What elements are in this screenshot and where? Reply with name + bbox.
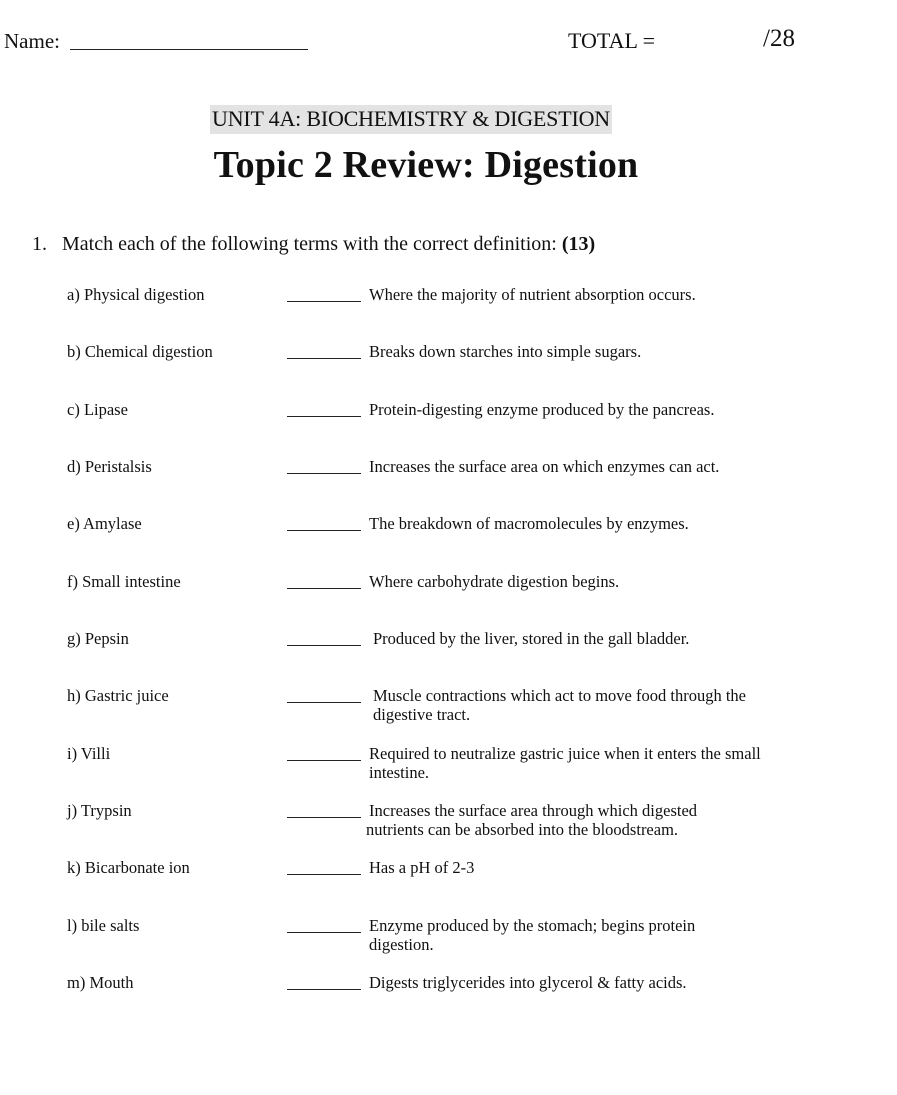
term-j: j) Trypsin: [67, 801, 132, 820]
page-title: Topic 2 Review: Digestion: [213, 144, 639, 186]
answer-blank-i[interactable]: [287, 760, 361, 761]
unit-title: UNIT 4A: BIOCHEMISTRY & DIGESTION: [210, 105, 612, 134]
definition-4: Increases the surface area on which enzymes can act.: [369, 457, 720, 476]
term-d: d) Peristalsis: [67, 457, 152, 476]
definition-9: Required to neutralize gastric juice when it enters the small intestine.: [369, 744, 761, 782]
definition-8: Muscle contractions which act to move food through the digestive tract.: [373, 686, 746, 724]
term-i: i) Villi: [67, 744, 111, 763]
term-m: m) Mouth: [67, 973, 134, 992]
definition-2: Breaks down starches into simple sugars.: [369, 342, 642, 361]
answer-blank-j[interactable]: [287, 817, 361, 818]
definition-13: Digests triglycerides into glycerol & fatty acids.: [369, 973, 687, 992]
term-e: e) Amylase: [67, 514, 142, 533]
term-l: l) bile salts: [67, 916, 140, 935]
answer-blank-h[interactable]: [287, 702, 361, 703]
definition-1: Where the majority of nutrient absorption occurs.: [369, 285, 696, 304]
definition-12: Enzyme produced by the stomach; begins protein digestion.: [369, 916, 696, 954]
term-a: a) Physical digestion: [67, 285, 205, 304]
term-h: h) Gastric juice: [67, 686, 169, 705]
definition-7: Produced by the liver, stored in the gall bladder.: [373, 629, 690, 648]
name-blank-line[interactable]: [70, 49, 308, 50]
term-f: f) Small intestine: [67, 572, 181, 591]
definition-10: Increases the surface area through which digested nutrients can be absorbed into the bloodstream.: [366, 801, 698, 839]
definition-3: Protein-digesting enzyme produced by the pancreas.: [369, 400, 715, 419]
answer-blank-l[interactable]: [287, 932, 361, 933]
question-prompt: Match each of the following terms with the correct definition:: [62, 233, 562, 255]
answer-blank-k[interactable]: [287, 874, 361, 875]
answer-blank-g[interactable]: [287, 645, 361, 646]
definition-5: The breakdown of macromolecules by enzymes.: [369, 514, 689, 533]
answer-blank-b[interactable]: [287, 358, 361, 359]
question-text: [62, 233, 595, 256]
answer-blank-m[interactable]: [287, 989, 361, 990]
definition-6: Where carbohydrate digestion begins.: [369, 572, 620, 591]
term-k: k) Bicarbonate ion: [67, 858, 190, 877]
definition-11: Has a pH of 2-3: [369, 858, 475, 877]
total-label: TOTAL =: [568, 28, 656, 53]
term-g: g) Pepsin: [67, 629, 129, 648]
answer-blank-c[interactable]: [287, 416, 361, 417]
answer-blank-e[interactable]: [287, 530, 361, 531]
answer-blank-d[interactable]: [287, 473, 361, 474]
term-b: b) Chemical digestion: [67, 342, 213, 361]
answer-blank-a[interactable]: [287, 301, 361, 302]
term-c: c) Lipase: [67, 400, 128, 419]
question-number: 1.: [32, 233, 47, 255]
question-points: (13): [561, 233, 596, 255]
total-score: /28: [763, 25, 795, 52]
answer-blank-f[interactable]: [287, 588, 361, 589]
name-label: Name:: [4, 29, 60, 53]
